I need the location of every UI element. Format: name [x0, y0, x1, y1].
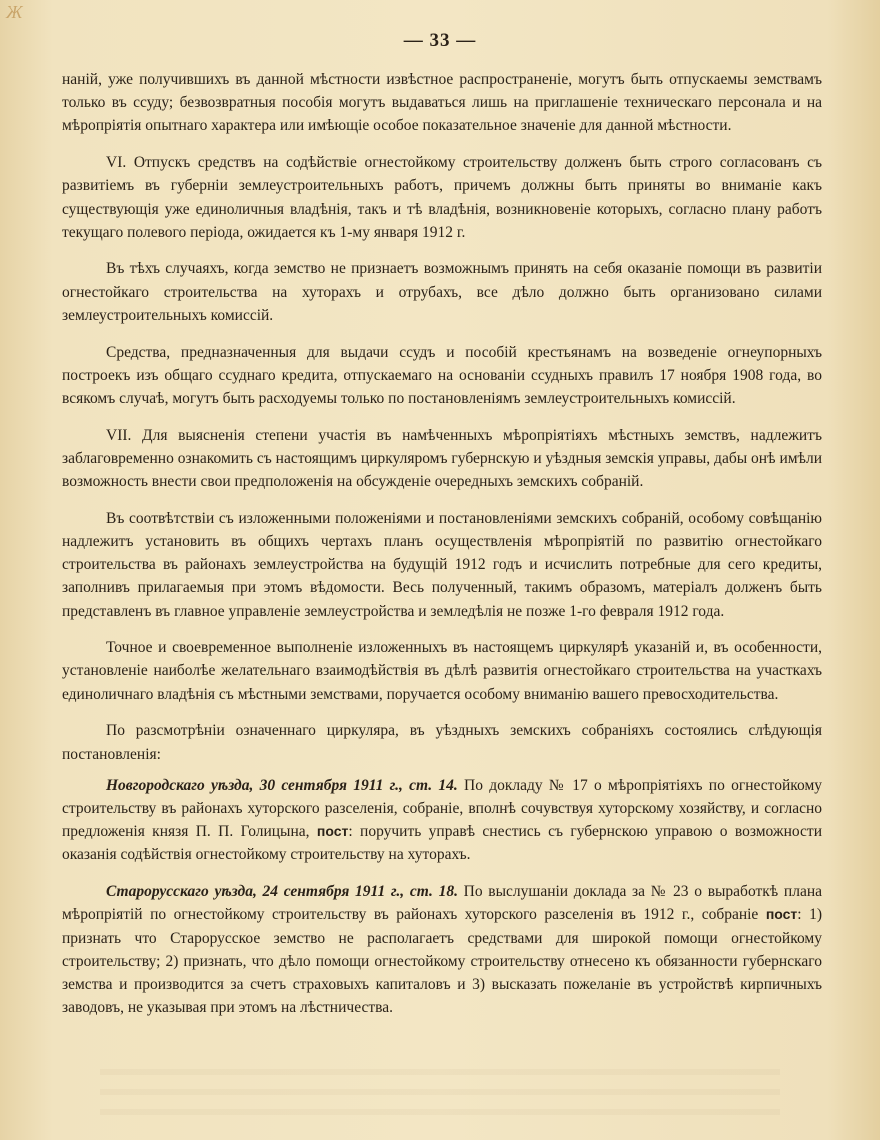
resolution-novgorod-text-2: : поручить управѣ снестись съ губернскою управою о возможности оказанія содѣйствія огнестойкому строительству на хуторахъ. [62, 823, 822, 864]
paragraph-4: Средства, предназначенныя для выдачи ссудъ и пособій крестьянамъ на возведеніе огнеупорныхъ построекъ изъ общаго ссуднаго кредита, отпускаемаго на основаніи ссудныхъ правилъ 17 ноября 1908 года, во всякомъ случаѣ, могутъ быть расходуемы только по постановленіямъ землеустроительныхъ комиссій. [62, 343, 822, 407]
resolution-starorussky [62, 880, 822, 1019]
paragraph-6: Въ соотвѣтствіи съ изложенными положеніями и постановленіями земскихъ собраній, особому совѣщанію надлежитъ установить въ общихъ чертахъ планъ осуществленія мѣропріятій по развитію огнестойкаго строительства въ районахъ землеустройства на будущій 1912 годъ и исчислить потребные для сего кредиты, заполнивъ прилагаемыя при этомъ вѣдомости. Весь полученный, такимъ образомъ, матеріалъ долженъ быть представленъ въ главное управленіе землеустройства и земледѣлія не позже 1-го февраля 1912 года. [62, 509, 822, 620]
resolution-starorussky-text-1: По выслушаніи доклада за № 23 о выработкѣ плана мѣропріятій по огнестойкому строительству въ районахъ хуторского разселенія въ 1912 г., собраніе [62, 883, 822, 924]
paragraph-8: По разсмотрѣніи означеннаго циркуляра, въ уѣздныхъ земскихъ собраніяхъ состоялись слѣдующія постановленія: [62, 722, 822, 763]
paragraph-section-7: VII. Для выясненія степени участія въ намѣченныхъ мѣропріятіяхъ мѣстныхъ земствъ, надлежитъ заблаговременно ознакомить съ настоящимъ циркуляромъ губернскую и уѣздныя земскія управы, дабы онѣ имѣли возможность внести свои предположенія на обсужденіе очередныхъ земскихъ собраній. [62, 426, 822, 491]
paragraph-section-6: VI. Отпускъ средствъ на содѣйствіе огнестойкому строительству долженъ быть строго согласованъ съ развитіемъ въ губерніи землеустроительныхъ работъ, причемъ должны быть приняты во вниманіе какъ существующія уже единоличныя владѣнія, такъ и тѣ владѣнія, возникновеніе которыхъ, согласно плану работъ текущаго полевого періода, ожидается къ 1-му января 1912 г. [62, 154, 822, 241]
corner-mark: Ж [6, 2, 23, 22]
resolution-novgorod [62, 774, 822, 867]
paragraph-7: Точное и своевременное выполненіе изложенныхъ въ настоящемъ циркулярѣ указаній и, въ особенности, установленіе наиболѣе желательнаго взаимодѣйствія въ дѣлѣ развитія огнестойкаго строительства на участкахъ единоличнаго владѣнія съ мѣстными земствами, поручается особому вниманію вашего превосходительства. [62, 639, 822, 703]
page-number: — 33 — [403, 30, 477, 51]
page-body [62, 68, 822, 1033]
resolution-novgorod-heading: Новгородскаго уѣзда, 30 сентября 1911 г., ст. 14. [106, 776, 458, 794]
paragraph-1: наній, уже получившихъ въ данной мѣстности извѣстное распространеніе, могутъ быть отпускаемы земствамъ только въ ссуду; безвозвратныя пособія могутъ выдаваться лишь на приглашеніе техническаго персонала и на мѣропріятія опытнаго характера или имѣющіе особое показательное значеніе для данной мѣстности. [62, 71, 822, 135]
resolution-starorussky-text-2: : 1) признать что Старорусское земство не располагаетъ средствами для широкой помощи огнестойкому строительству; 2) признать, что дѣло помощи огнестойкому строительству отнесено къ обязанности губернскаго земства и производится за счетъ страховыхъ капиталовъ и 3) высказать пожеланіе въ устройствѣ кирпичныхъ заводовъ, не указывая при этомъ на лѣстничества. [62, 906, 822, 1017]
paragraph-3: Въ тѣхъ случаяхъ, когда земство не признаетъ возможнымъ принять на себя оказаніе помощи въ развитіи огнестойкаго строительства на хуторахъ и отрубахъ, все дѣло должно быть организовано силами землеустроительныхъ комиссій. [62, 260, 822, 324]
resolution-novgorod-keyword: пост [316, 823, 349, 840]
paper-show-through [100, 1055, 780, 1115]
resolution-novgorod-text-1: По докладу № 17 о мѣропріятіяхъ по огнестойкому строительству въ районахъ хуторского разселенія, собраніе, вполнѣ сочувствуя хуторскому хозяйству, и согласно предложенія князя П. П. Голицына, [62, 776, 823, 841]
resolution-starorussky-keyword: пост [765, 906, 798, 923]
resolution-starorussky-heading: Старорусскаго уѣзда, 24 сентября 1911 г., ст. 18. [106, 883, 458, 901]
